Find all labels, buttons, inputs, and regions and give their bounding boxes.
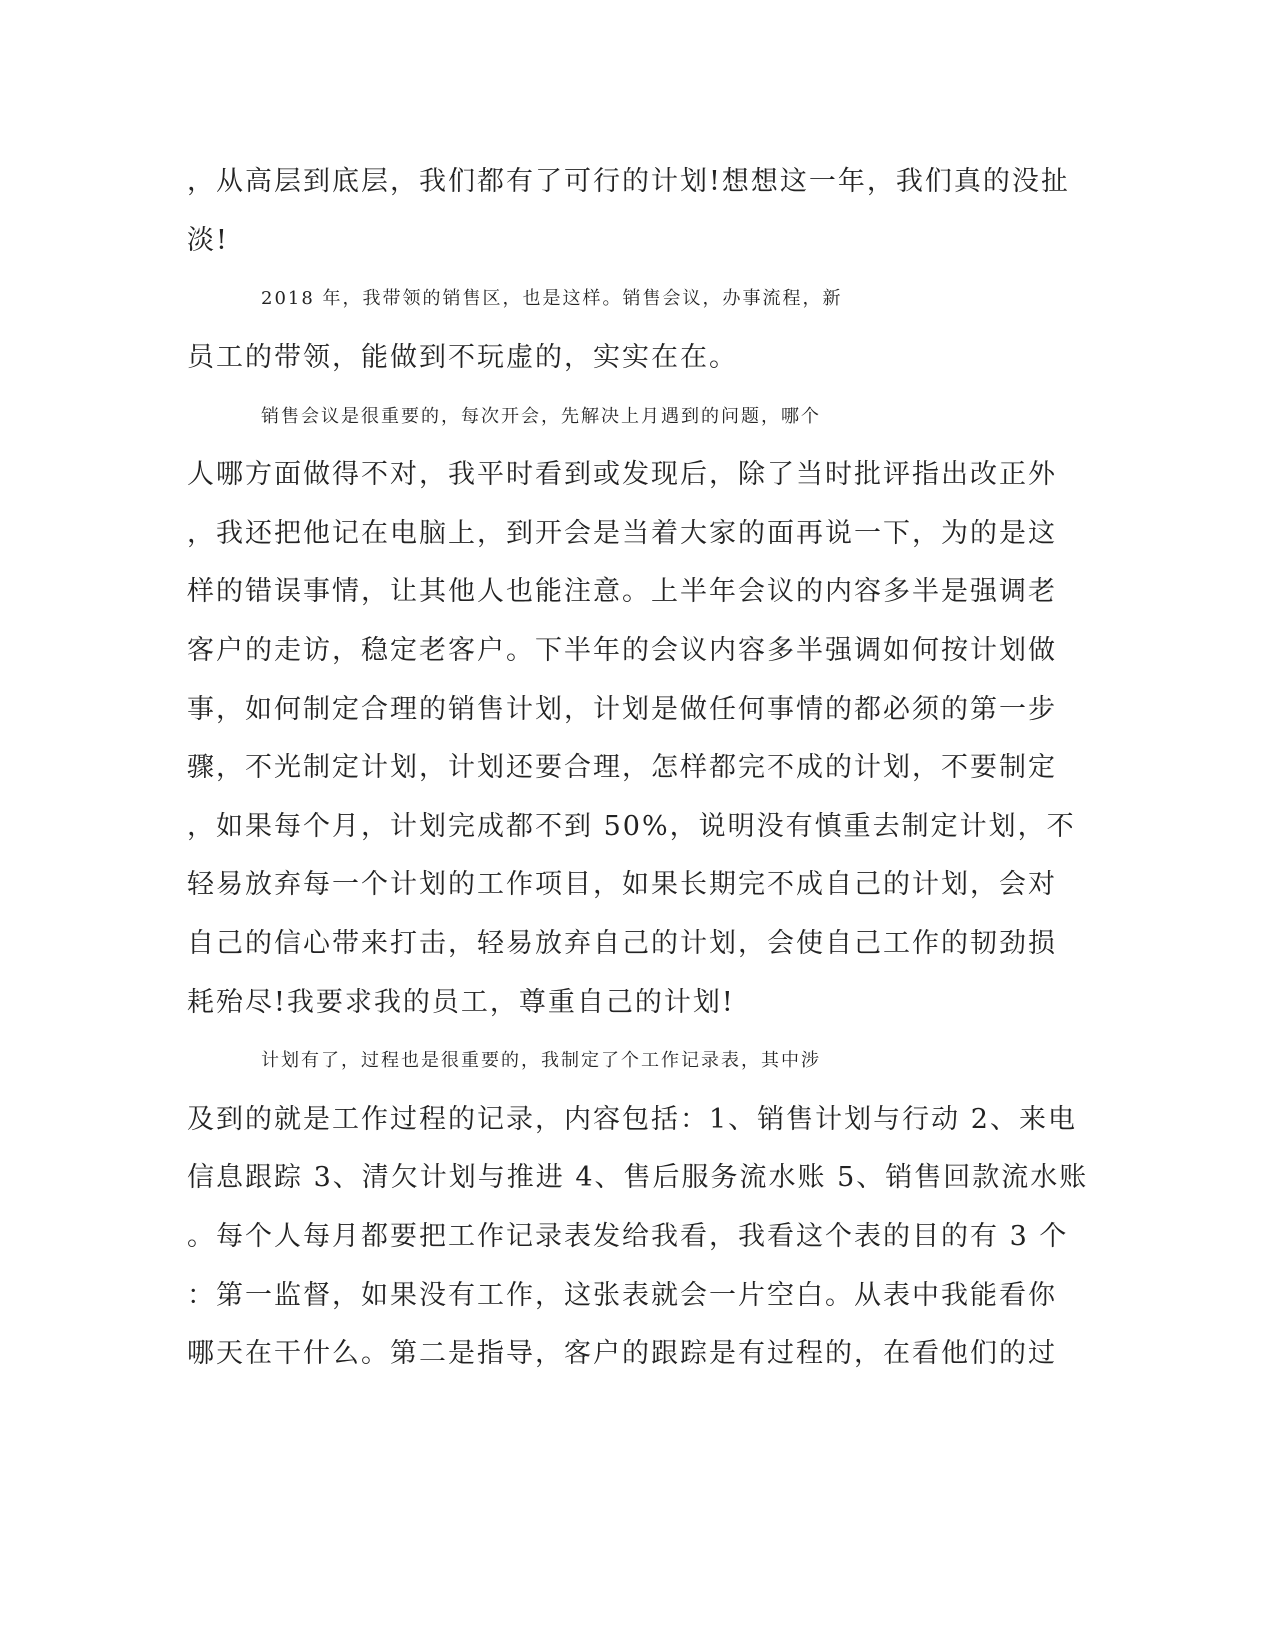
text-line: 。每个人每月都要把工作记录表发给我看，我看这个表的目的有 3 个	[187, 1221, 1069, 1252]
text-line: 信息跟踪 3、清欠计划与推进 4、售后服务流水账 5、销售回款流水账	[187, 1162, 1089, 1193]
text-line: ，从高层到底层，我们都有了可行的计划!想想这一年，我们真的没扯	[187, 166, 1070, 197]
text-line: ，如果每个月，计划完成都不到 50%，说明没有慎重去制定计划，不	[187, 811, 1076, 842]
text-line: 员工的带领，能做到不玩虚的，实实在在。	[187, 342, 738, 373]
text-line: 人哪方面做得不对，我平时看到或发现后，除了当时批评指出改正外	[187, 459, 1057, 490]
text-line: 淡!	[187, 225, 229, 256]
paragraph-first-line: 销售会议是很重要的，每次开会，先解决上月遇到的问题，哪个	[261, 406, 821, 427]
text-line: ：第一监督，如果没有工作，这张表就会一片空白。从表中我能看你	[187, 1280, 1057, 1311]
paragraph-first-line: 计划有了，过程也是很重要的，我制定了个工作记录表，其中涉	[261, 1050, 821, 1071]
paragraph-first-line: 2018 年，我带领的销售区，也是这样。销售会议，办事流程，新	[261, 288, 843, 309]
text-line: 客户的走访，稳定老客户。下半年的会议内容多半强调如何按计划做	[187, 635, 1057, 666]
text-line: 哪天在干什么。第二是指导，客户的跟踪是有过程的，在看他们的过	[187, 1338, 1057, 1369]
text-line: 骤，不光制定计划，计划还要合理，怎样都完不成的计划，不要制定	[187, 752, 1057, 783]
text-line: 样的错误事情，让其他人也能注意。上半年会议的内容多半是强调老	[187, 576, 1057, 607]
text-line: 及到的就是工作过程的记录，内容包括：1、销售计划与行动 2、来电	[187, 1104, 1077, 1135]
text-line: 自己的信心带来打击，轻易放弃自己的计划，会使自己工作的韧劲损	[187, 928, 1057, 959]
text-line: 事，如何制定合理的销售计划，计划是做任何事情的都必须的第一步	[187, 694, 1057, 725]
text-line: 轻易放弃每一个计划的工作项目，如果长期完不成自己的计划，会对	[187, 869, 1057, 900]
text-line: ，我还把他记在电脑上，到开会是当着大家的面再说一下，为的是这	[187, 518, 1057, 549]
text-line: 耗殆尽!我要求我的员工，尊重自己的计划!	[187, 987, 735, 1018]
